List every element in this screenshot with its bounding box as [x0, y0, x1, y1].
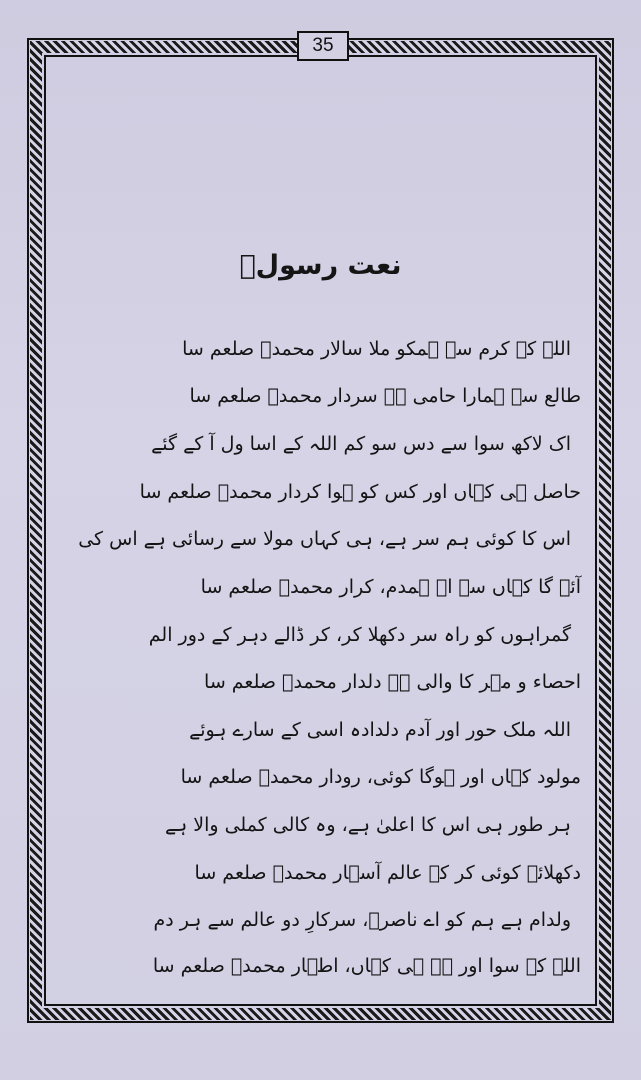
verse-line-8: احصاء و مہر کا والی ہے دلدار محمدؐ صلعم سا — [204, 671, 581, 693]
poem-title: نعت رسولؐ — [239, 250, 402, 281]
verse-line-2: طالع سے ہمارا حامی ہے سردار محمدؐ صلعم سا — [189, 385, 581, 407]
verse-line-4: حاصل ہی کہاں اور کس کو ہوا کردار محمدؐ صلعم سا — [139, 481, 581, 503]
verse-line-6: آئے گا کہاں سے اے ہمدم، کرار محمدؐ صلعم سا — [200, 576, 581, 598]
verse-line-13: ولدام ہے ہم کو اے ناصرؔ، سرکارِ دو عالم سے ہر دم — [153, 909, 571, 931]
verse-line-3: اک لاکھ سوا سے دس سو کم اللہ کے اسا ول آ کے گئے — [151, 433, 571, 455]
verse-line-7: گمراہوں کو راہ سر دکھلا کر، کر ڈالے دہر کے دور الم — [148, 624, 571, 646]
verse-line-9: اللہ ملک حور اور آدم دلدادہ اسی کے سارے ہوئے — [189, 719, 571, 741]
verse-line-11: ہر طور ہی اس کا اعلیٰ ہے، وہ کالی کملی والا ہے — [164, 814, 571, 836]
verse-line-12: دکھلائے کوئی کر کے عالم آسہار محمدؐ صلعم سا — [194, 862, 581, 884]
verse-line-10: مولود کہاں اور ہوگا کوئی، رودار محمدؐ صلعم سا — [180, 766, 581, 788]
verse-line-14: اللہ کے سوا اور ہے ہی کہاں، اطہار محمدؐ صلعم سا — [152, 955, 581, 977]
page-number: 35 — [297, 31, 349, 61]
verse-line-1: اللہ کے کرم سے ہمکو ملا سالار محمدؐ صلعم سا — [182, 338, 571, 360]
verse-line-5: اس کا کوئی ہم سر ہے، ہی کہاں مولا سے رسائی ہے اس کی — [78, 528, 571, 550]
